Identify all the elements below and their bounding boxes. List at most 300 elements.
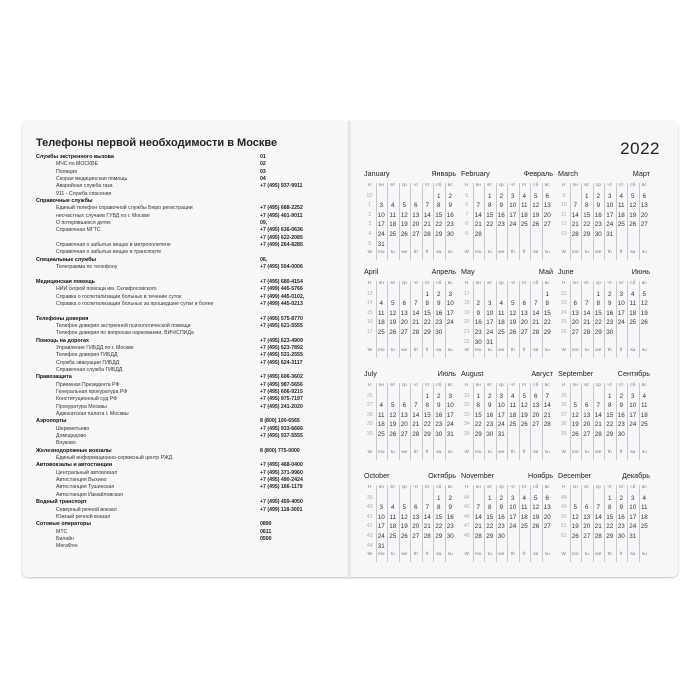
day-cell: 19 [532,513,540,521]
day-cell: 10 [377,211,385,219]
weekday-footer: tu [584,450,589,456]
day-cell: 23 [435,421,443,429]
day-cell: 19 [629,211,637,219]
phone-number: +7 (495) 504-0006 [260,264,303,271]
weekday-header: вт [390,383,396,388]
weekday-footer: su [447,250,453,256]
day-cell: 4 [522,494,526,502]
weekday-footer: mo [571,348,579,354]
service-name: Аварийная служба газа [56,183,113,190]
day-cell: 30 [435,329,443,336]
phone-section-row [36,154,336,161]
phone-entry-row [36,514,336,521]
week-number: 24 [560,309,567,316]
day-cell: 29 [423,431,431,438]
weekday-header: пн [475,383,481,388]
week-number: 39 [560,431,567,437]
week-number: 9 [562,192,566,199]
day-cell: 11 [377,309,385,317]
day-cell: 28 [532,329,540,336]
day-cell: 30 [474,338,482,346]
day-cell: 18 [629,309,637,317]
phone-number: +7 (495) 937-5555 [260,433,303,440]
weekday-header: сб [533,383,539,388]
day-cell: 13 [532,402,540,410]
day-cell: 8 [436,504,441,512]
week-number: 16 [366,319,373,326]
phone-entry-row [36,272,336,279]
day-cell: 7 [596,402,600,410]
service-name: Служба эвакуации ГИБДД [56,359,120,366]
weekday-header: вс [641,183,647,188]
day-cell: 10 [606,202,614,210]
day-cell: 1 [596,290,600,298]
service-name: Билайн [56,535,74,542]
week-number: 34 [463,421,470,428]
phone-entry-row [36,249,336,256]
day-cell: 4 [630,290,635,298]
week-number: 27 [366,402,373,409]
day-cell: 17 [629,411,637,419]
weekday-header: сб [436,383,442,388]
weekday-header: пт [618,183,624,188]
phone-directory-page [22,121,349,577]
day-cell: 13 [583,411,591,419]
day-cell: 26 [532,221,540,229]
day-cell: 27 [400,329,408,336]
day-cell: 27 [400,431,408,438]
week-number: 4 [368,231,372,237]
day-cell: 7 [584,300,589,308]
day-cell: 19 [571,523,579,531]
weekday-footer: mo [377,250,385,256]
day-cell: 11 [389,513,397,521]
day-cell: 25 [520,221,528,229]
week-number: 39 [366,494,373,501]
week-number: 14 [366,300,373,307]
weekday-footer: mo [474,552,482,558]
day-cell: 1 [487,192,492,200]
month-name-ru: Июль [437,369,456,378]
weekday-footer: fr [619,348,623,354]
week-number: 20 [463,319,470,326]
weekday-header: вт [487,485,493,490]
week-number: 52 [366,192,373,199]
day-cell: 24 [606,221,614,229]
day-cell: 17 [629,513,637,521]
phone-entry-row [36,440,336,447]
day-cell: 22 [474,421,482,429]
phone-number: 0890 [260,521,272,528]
day-cell: 18 [377,319,385,327]
day-cell: 5 [510,300,515,308]
day-cell: 10 [629,402,637,410]
day-cell: 17 [446,309,454,317]
day-cell: 20 [520,319,528,327]
weekday-footer-week-label: W [561,552,567,558]
day-cell: 4 [379,402,383,410]
phone-entry-row [36,220,336,227]
service-name: Полиция [56,168,78,175]
day-cell: 14 [594,513,602,521]
day-cell: 15 [474,411,482,419]
month-name-en: March [558,169,578,178]
day-cell: 12 [571,513,579,521]
weekday-footer: fr [425,552,429,558]
weekday-header: ср [498,383,504,388]
weekday-footer: we [401,348,408,354]
phone-number: +7 (495) 623-7892 [260,344,303,351]
weekday-footer: fr [522,552,526,558]
week-number: 25 [560,319,567,326]
day-cell: 24 [509,523,517,531]
phone-number: 02 [260,161,266,168]
weekday-footer: th [510,552,515,558]
day-cell: 24 [486,329,494,336]
weekday-header: пн [572,383,578,388]
week-number: 22 [560,290,567,297]
service-name: Прокуратура Москвы [56,403,107,410]
day-cell: 15 [606,411,614,419]
day-cell: 21 [594,523,602,531]
day-cell: 10 [446,402,454,410]
weekday-header: сб [533,281,539,286]
phone-entry-row [36,345,336,352]
weekday-footer: we [595,250,602,256]
weekday-footer: th [510,250,515,256]
phone-number: +7 (499) 264-8285 [260,242,303,249]
phone-number: +7 (495) 606-3602 [260,374,303,381]
service-name: 911 - Служба спасения [56,190,112,197]
day-cell: 31 [629,533,637,540]
day-cell: 24 [377,231,385,238]
week-number: 48 [560,494,567,501]
day-cell: 9 [487,402,492,410]
day-cell: 25 [389,533,397,540]
day-cell: 3 [607,192,612,200]
weekday-footer: su [641,450,647,456]
day-cell: 14 [583,309,591,317]
phone-section-row [36,338,336,345]
weekday-footer: sa [533,450,539,456]
day-cell: 23 [606,319,614,327]
day-cell: 2 [448,494,452,502]
week-number: 29 [366,421,373,428]
phone-entry-row [36,286,336,293]
calendar-year: 2022 [620,139,660,158]
month-name-en: October [364,471,390,480]
week-number: 6 [465,202,469,209]
weekday-footer-week-label: W [367,250,373,256]
weekday-header: ср [401,183,407,188]
week-number: 9 [465,231,469,237]
day-cell: 28 [594,533,602,540]
phone-entry-row [36,367,336,374]
day-cell: 2 [619,392,623,400]
weekday-header-week-label: Н [368,383,372,388]
day-cell: 9 [436,300,441,308]
day-cell: 5 [630,192,635,200]
month-name-ru: Сентябрь [617,369,650,378]
phone-section-row [36,499,336,506]
weekday-header: ср [595,383,601,388]
day-cell: 27 [543,523,551,531]
week-number: 7 [465,211,469,218]
day-cell: 9 [607,300,612,308]
day-cell: 4 [619,192,623,200]
weekday-header: вт [390,183,396,188]
week-number: 35 [463,431,470,437]
week-number: 48 [463,533,470,539]
day-cell: 25 [509,421,517,429]
weekday-footer: we [498,552,505,558]
day-cell: 23 [435,319,443,327]
day-cell: 17 [509,513,517,521]
planner-spread [22,121,678,577]
service-name: Справка о госпитализации больных за прошедшие сутки и более [56,300,214,307]
day-cell: 29 [435,231,443,238]
weekday-footer: su [447,450,453,456]
weekday-footer: tu [390,348,395,354]
service-name: Северный речной вокзал [56,506,117,513]
week-number: 3 [368,221,372,228]
day-cell: 30 [617,533,625,540]
service-name: МТС [56,528,68,535]
day-cell: 6 [545,192,549,200]
phone-section-row [36,374,336,381]
day-cell: 26 [400,533,408,540]
service-name: МегаФон [56,543,78,550]
week-number: 38 [560,421,567,428]
weekday-header: сб [436,281,442,286]
month-june [558,267,650,369]
weekday-footer: fr [522,450,526,456]
month-may [461,267,553,369]
week-number: 26 [366,392,373,399]
weekday-footer: sa [436,250,442,256]
day-cell: 3 [499,392,503,400]
day-cell: 19 [532,211,540,219]
day-cell: 16 [497,513,505,521]
day-cell: 11 [640,402,648,410]
week-number: 17 [463,290,470,297]
month-header [558,471,650,481]
weekday-header: вс [544,281,550,286]
weekday-footer: sa [630,348,636,354]
day-cell: 16 [606,309,614,317]
weekday-header-week-label: Н [465,485,469,490]
phone-number: 0611 [260,528,272,535]
day-cell: 27 [520,329,528,336]
day-cell: 24 [509,221,517,229]
day-cell: 19 [389,319,397,327]
day-cell: 9 [619,402,623,410]
week-number: 50 [560,513,567,520]
service-name: Приемная Президента РФ [56,381,120,388]
day-cell: 25 [377,329,385,336]
weekday-footer: mo [474,450,482,456]
service-name: Автостанция Выхино [56,477,107,484]
day-cell: 16 [446,513,454,521]
day-cell: 3 [619,290,623,298]
day-cell: 21 [543,411,551,419]
day-cell: 29 [594,329,602,336]
weekday-footer: tu [487,250,492,256]
day-cell: 16 [435,309,443,317]
day-cell: 3 [487,300,492,308]
day-cell: 31 [606,231,614,238]
phone-number: +7 (495) 937-9911 [260,183,303,190]
weekday-header: ср [595,485,601,490]
day-cell: 29 [606,533,614,540]
day-cell: 12 [532,504,540,512]
week-number: 52 [560,533,567,539]
day-cell: 25 [629,319,637,327]
weekday-footer: su [447,552,453,558]
day-cell: 15 [435,211,443,219]
week-number: 37 [560,411,567,418]
day-cell: 9 [619,504,623,512]
day-cell: 8 [436,202,441,210]
month-name-ru: Февраль [523,169,553,178]
day-cell: 4 [390,504,395,512]
day-cell: 29 [583,231,591,238]
weekday-header-week-label: Н [562,383,566,388]
week-number: 40 [366,504,373,511]
weekday-footer: sa [630,250,636,256]
day-cell: 12 [400,211,408,219]
day-cell: 5 [533,494,538,502]
month-header [558,169,650,179]
day-cell: 27 [532,421,540,429]
day-cell: 12 [629,202,637,210]
day-cell: 20 [583,421,591,429]
week-number: 51 [560,523,567,530]
day-cell: 7 [425,202,429,210]
day-cell: 4 [390,202,395,210]
weekday-header: вс [641,281,647,286]
day-cell: 28 [543,421,551,429]
phone-entry-row [36,191,336,198]
phone-number: +7 (495) 624-3117 [260,359,303,366]
phone-entry-row [36,169,336,176]
weekday-footer: tu [584,250,589,256]
day-cell: 21 [412,421,420,429]
weekday-footer: th [413,250,418,256]
day-cell: 15 [543,309,551,317]
phone-entry-row [36,360,336,367]
month-august [461,369,553,471]
day-cell: 11 [389,211,397,219]
day-cell: 7 [476,504,480,512]
weekday-footer-week-label: W [367,552,373,558]
weekday-header-week-label: Н [562,281,566,286]
day-cell: 20 [532,411,540,419]
phone-entry-row [36,330,336,337]
day-cell: 16 [446,211,454,219]
phone-number: 03 [260,168,266,175]
day-cell: 13 [412,513,420,521]
day-cell: 8 [425,300,429,308]
day-cell: 11 [520,202,528,210]
day-cell: 6 [533,392,538,400]
day-cell: 26 [571,533,579,540]
weekday-header: пт [424,281,430,286]
weekday-footer: sa [630,450,636,456]
day-cell: 8 [584,202,589,210]
calendar-page [351,121,678,577]
day-cell: 12 [389,411,397,419]
section-heading: Автовокзалы и автостанции [36,462,113,469]
month-october [364,471,456,573]
month-header [461,267,553,277]
month-name-ru: Май [538,267,553,276]
day-cell: 30 [446,231,454,238]
weekday-footer: su [447,348,453,354]
month-name-ru: Март [632,169,650,178]
day-cell: 16 [497,211,505,219]
weekday-header: вт [584,281,590,286]
day-cell: 3 [379,504,383,512]
weekday-header: чт [510,183,516,188]
weekday-header: ср [595,183,601,188]
section-heading: Медицинская помощь [36,278,95,285]
day-cell: 21 [423,523,431,531]
day-cell: 29 [606,431,614,438]
service-name: Шереметьево [56,425,90,432]
weekday-header: сб [630,183,636,188]
phone-number: +7 (495) 987-5656 [260,381,303,388]
month-name-en: August [461,369,484,378]
day-cell: 28 [583,329,591,336]
day-cell: 3 [448,392,452,400]
weekday-header: вт [584,485,590,490]
weekday-footer-week-label: W [561,450,567,456]
month-header [558,267,650,277]
weekday-footer-week-label: W [464,450,470,456]
week-number: 30 [366,431,373,437]
weekday-header: пн [378,183,384,188]
service-name: Справочная о забытых вещах в транспорте [56,249,162,256]
day-cell: 22 [423,319,431,327]
day-cell: 12 [532,202,540,210]
day-cell: 29 [486,533,494,540]
service-name: МЧС по МОСКВЕ [56,161,99,168]
phone-number: +7 (499) 445-0102, [260,293,305,300]
weekday-footer: fr [522,348,526,354]
week-number: 31 [463,392,470,399]
day-cell: 22 [435,523,443,531]
day-cell: 26 [571,431,579,438]
day-cell: 25 [640,421,648,429]
day-cell: 13 [583,513,591,521]
weekday-footer: mo [474,250,482,256]
day-cell: 17 [446,411,454,419]
page-title: Телефоны первой необходимости в Москве [36,137,278,149]
day-cell: 14 [412,309,420,317]
day-cell: 31 [497,431,505,438]
day-cell: 10 [446,300,454,308]
day-cell: 14 [532,309,540,317]
weekday-header: пт [521,183,527,188]
day-cell: 15 [423,309,431,317]
phone-number: 01 [260,154,266,160]
day-cell: 21 [583,319,591,327]
weekday-header: вс [544,485,550,490]
weekday-footer: th [413,552,418,558]
day-cell: 6 [642,192,646,200]
day-cell: 15 [486,211,494,219]
